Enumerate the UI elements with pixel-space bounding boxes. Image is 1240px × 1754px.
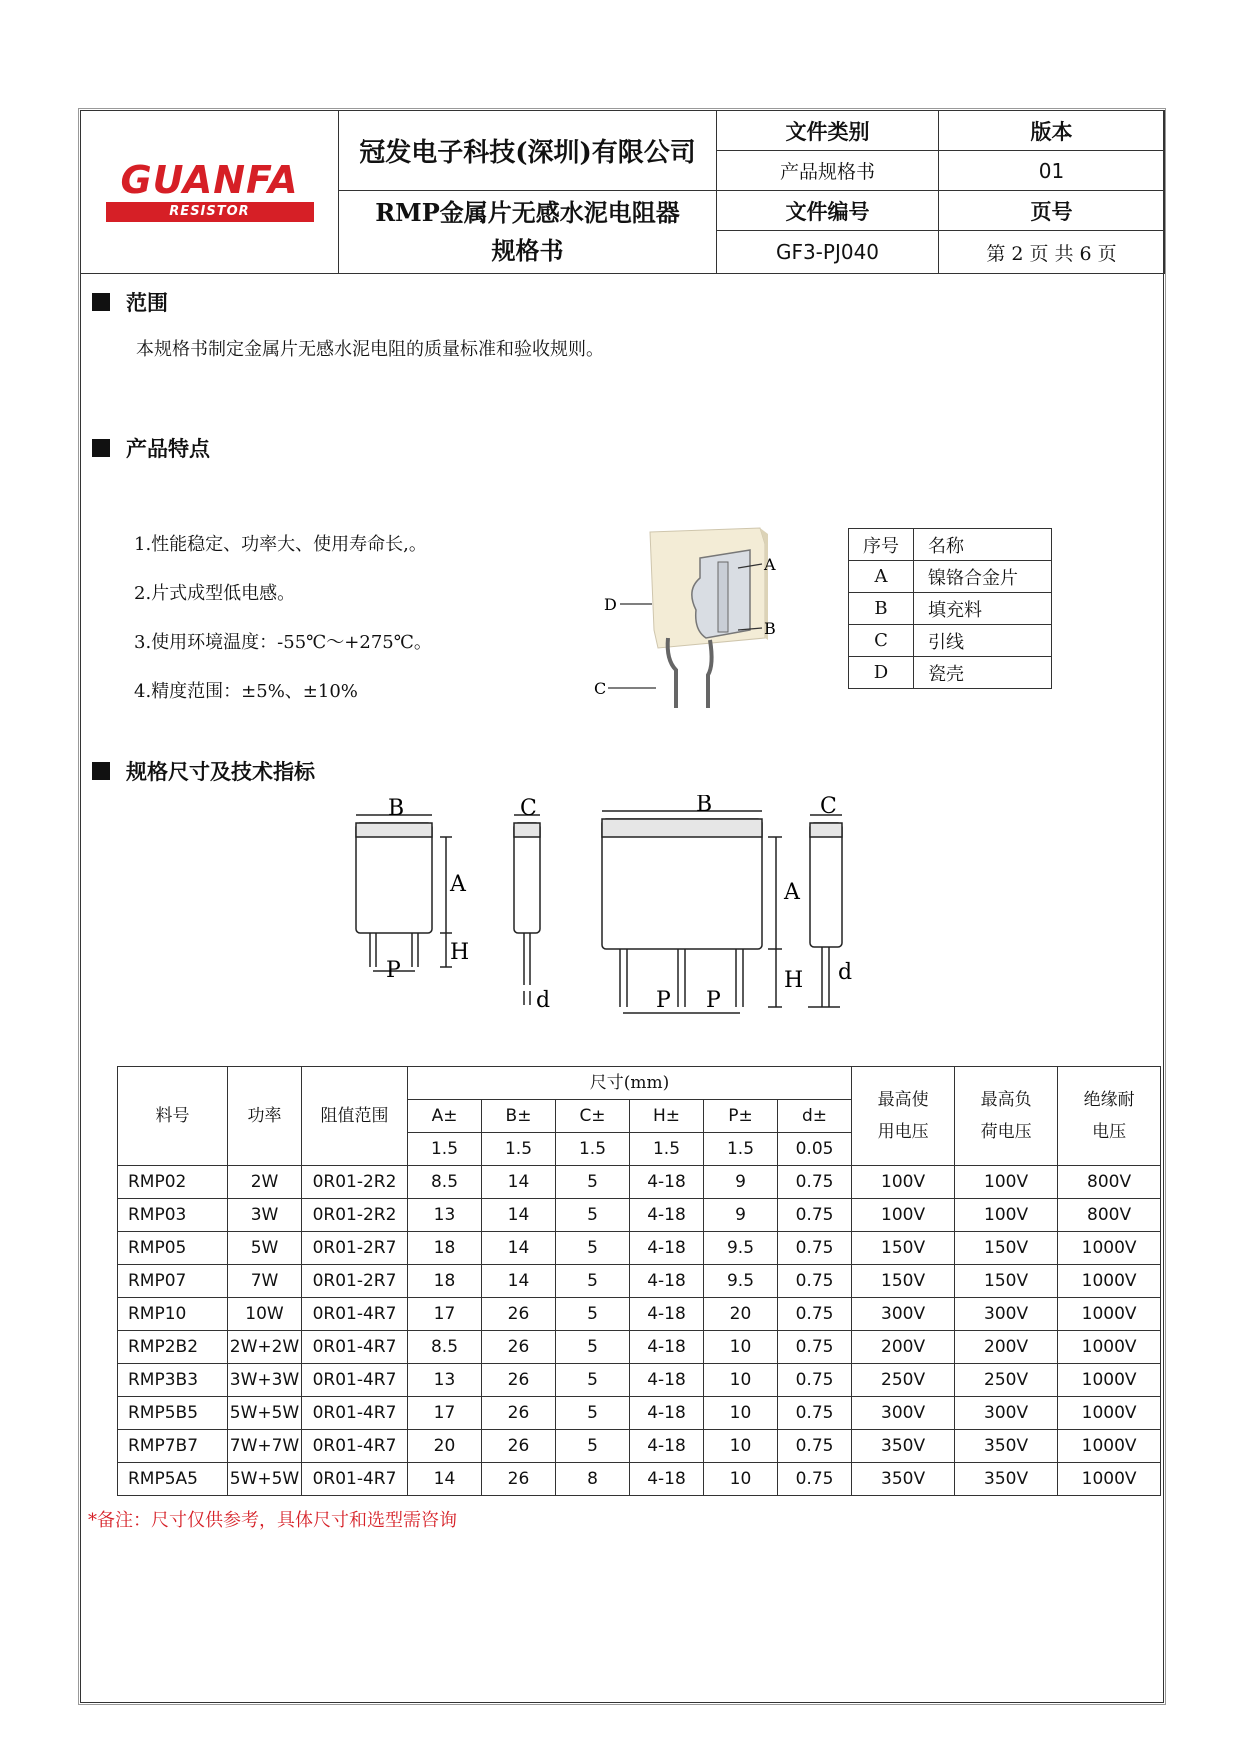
table-row xyxy=(118,1364,1161,1397)
header-dim-a-tol: 1.5 xyxy=(408,1133,482,1166)
spec-cell: 5 xyxy=(556,1430,630,1463)
page-number-value: 第 2 页 共 6 页 xyxy=(939,231,1165,274)
parts-cell: D xyxy=(849,657,914,689)
spec-cell: 10 xyxy=(704,1430,778,1463)
document-header xyxy=(80,110,1165,274)
table-row xyxy=(118,1331,1161,1364)
spec-cell: 26 xyxy=(482,1430,556,1463)
spec-cell: 10W xyxy=(228,1298,302,1331)
spec-cell: 4-18 xyxy=(630,1331,704,1364)
dim-label-c: C xyxy=(520,796,537,821)
company-logo xyxy=(100,160,320,224)
logo-subtitle: RESISTOR xyxy=(106,202,314,222)
header-dim-h-tol: 1.5 xyxy=(630,1133,704,1166)
spec-cell: 1000V xyxy=(1058,1265,1161,1298)
spec-cell: 5 xyxy=(556,1331,630,1364)
spec-cell: 0R01-4R7 xyxy=(302,1298,408,1331)
dim-label-b: B xyxy=(388,796,405,821)
spec-cell: 0.75 xyxy=(778,1265,852,1298)
spec-cell: 2W+2W xyxy=(228,1331,302,1364)
parts-header-no: 序号 xyxy=(849,529,914,561)
features-heading xyxy=(92,433,210,463)
parts-header-row xyxy=(849,529,1052,561)
spec-cell: 100V xyxy=(852,1199,955,1232)
version-value: 01 xyxy=(939,151,1165,191)
dim-label-p: P xyxy=(706,988,721,1013)
spec-cell: 14 xyxy=(482,1232,556,1265)
header-dim-c-tol: 1.5 xyxy=(556,1133,630,1166)
spec-cell: 5W+5W xyxy=(228,1463,302,1496)
spec-cell: 350V xyxy=(955,1463,1058,1496)
spec-cell: RMP7B7 xyxy=(118,1430,228,1463)
header-dim-c: C± xyxy=(556,1100,630,1133)
header-line: 用电压 xyxy=(877,1122,929,1142)
feature-item: 2.片式成型低电感。 xyxy=(134,583,296,604)
spec-cell: 4-18 xyxy=(630,1463,704,1496)
spec-cell: 4-18 xyxy=(630,1232,704,1265)
dim-label-d: d xyxy=(838,960,853,985)
scope-text: 本规格书制定金属片无感水泥电阻的质量标准和验收规则。 xyxy=(136,339,604,360)
parts-cell: 引线 xyxy=(914,625,1052,657)
label-b: B xyxy=(764,619,776,638)
spec-cell: 20 xyxy=(408,1430,482,1463)
spec-title: 规格尺寸及技术指标 xyxy=(126,759,315,784)
spec-cell: 3W xyxy=(228,1199,302,1232)
spec-cell: 4-18 xyxy=(630,1397,704,1430)
spec-cell: 1000V xyxy=(1058,1463,1161,1496)
table-row xyxy=(849,593,1052,625)
header-dim-b-tol: 1.5 xyxy=(482,1133,556,1166)
dim-label-d: d xyxy=(536,988,551,1013)
spec-cell: 150V xyxy=(852,1232,955,1265)
spec-cell: 14 xyxy=(482,1166,556,1199)
table-row xyxy=(118,1232,1161,1265)
dim-label-b: B xyxy=(696,795,713,817)
spec-cell: 100V xyxy=(955,1199,1058,1232)
spec-cell: 800V xyxy=(1058,1199,1161,1232)
spec-cell: 0.75 xyxy=(778,1166,852,1199)
parts-table xyxy=(848,528,1052,689)
features-title: 产品特点 xyxy=(126,436,210,461)
spec-cell: 0R01-4R7 xyxy=(302,1331,408,1364)
spec-cell: 0.75 xyxy=(778,1199,852,1232)
header-insulation-voltage xyxy=(1058,1067,1161,1166)
document-title-line2: 规格书 xyxy=(491,236,564,265)
spec-cell: 5 xyxy=(556,1298,630,1331)
table-row xyxy=(118,1199,1161,1232)
spec-cell: 4-18 xyxy=(630,1364,704,1397)
header-dim-d-tol: 0.05 xyxy=(778,1133,852,1166)
parts-cell: 填充料 xyxy=(914,593,1052,625)
spec-cell: 150V xyxy=(852,1265,955,1298)
spec-cell: 20 xyxy=(704,1298,778,1331)
header-part-no: 料号 xyxy=(118,1067,228,1166)
parts-cell: B xyxy=(849,593,914,625)
spec-cell: 0R01-4R7 xyxy=(302,1430,408,1463)
label-a: A xyxy=(764,555,776,574)
page-label: 页号 xyxy=(939,191,1165,231)
spec-cell: 26 xyxy=(482,1397,556,1430)
spec-cell: 4-18 xyxy=(630,1166,704,1199)
header-line: 最高使 xyxy=(877,1090,929,1110)
spec-cell: 4-18 xyxy=(630,1265,704,1298)
spec-cell: 14 xyxy=(482,1265,556,1298)
spec-cell: 0R01-4R7 xyxy=(302,1463,408,1496)
spec-cell: RMP5A5 xyxy=(118,1463,228,1496)
spec-cell: 1000V xyxy=(1058,1298,1161,1331)
spec-cell: 18 xyxy=(408,1232,482,1265)
spec-cell: 1000V xyxy=(1058,1331,1161,1364)
spec-cell: 1000V xyxy=(1058,1364,1161,1397)
spec-cell: 26 xyxy=(482,1298,556,1331)
header-dim-b: B± xyxy=(482,1100,556,1133)
spec-cell: RMP10 xyxy=(118,1298,228,1331)
dim-label-h: H xyxy=(784,968,804,993)
table-row xyxy=(849,561,1052,593)
spec-cell: 250V xyxy=(852,1364,955,1397)
spec-cell: 350V xyxy=(955,1430,1058,1463)
spec-cell: 13 xyxy=(408,1199,482,1232)
spec-cell: 5 xyxy=(556,1199,630,1232)
scope-heading xyxy=(92,287,168,317)
table-row xyxy=(118,1265,1161,1298)
dim-label-p: P xyxy=(656,988,671,1013)
spec-cell: 350V xyxy=(852,1430,955,1463)
header-line: 荷电压 xyxy=(980,1122,1032,1142)
spec-cell: 0R01-2R2 xyxy=(302,1166,408,1199)
spec-cell: 5 xyxy=(556,1364,630,1397)
spec-cell: 0R01-4R7 xyxy=(302,1364,408,1397)
spec-cell: RMP3B3 xyxy=(118,1364,228,1397)
header-power: 功率 xyxy=(228,1067,302,1166)
bullet-square xyxy=(92,293,110,311)
spec-cell: 2W xyxy=(228,1166,302,1199)
spec-cell: 3W+3W xyxy=(228,1364,302,1397)
table-row xyxy=(118,1430,1161,1463)
spec-cell: 200V xyxy=(852,1331,955,1364)
spec-cell: 0.75 xyxy=(778,1463,852,1496)
spec-cell: 18 xyxy=(408,1265,482,1298)
header-line: 电压 xyxy=(1092,1122,1127,1142)
spec-heading xyxy=(92,756,315,786)
spec-cell: 13 xyxy=(408,1364,482,1397)
header-dim-a: A± xyxy=(408,1100,482,1133)
logo-wordmark: GUANFA xyxy=(120,158,299,202)
spec-cell: 300V xyxy=(852,1298,955,1331)
parts-cell: 瓷壳 xyxy=(914,657,1052,689)
version-label: 版本 xyxy=(939,111,1165,151)
spec-cell: 26 xyxy=(482,1463,556,1496)
spec-cell: 0R01-2R2 xyxy=(302,1199,408,1232)
header-dim-p-tol: 1.5 xyxy=(704,1133,778,1166)
spec-cell: 9.5 xyxy=(704,1265,778,1298)
doc-number-label: 文件编号 xyxy=(717,191,939,231)
parts-cell: 镍铬合金片 xyxy=(914,561,1052,593)
spec-cell: 7W+7W xyxy=(228,1430,302,1463)
spec-cell: 150V xyxy=(955,1232,1058,1265)
spec-cell: 100V xyxy=(852,1166,955,1199)
dim-label-a: A xyxy=(784,880,800,905)
spec-cell: 5 xyxy=(556,1166,630,1199)
spec-cell: 0.75 xyxy=(778,1430,852,1463)
spec-cell: 17 xyxy=(408,1298,482,1331)
label-d: D xyxy=(604,595,617,614)
feature-item: 1.性能稳定、功率大、使用寿命长,。 xyxy=(134,534,427,555)
spec-cell: 10 xyxy=(704,1364,778,1397)
spec-cell: 8.5 xyxy=(408,1166,482,1199)
spec-header-row-1 xyxy=(118,1067,1161,1100)
spec-cell: 300V xyxy=(852,1397,955,1430)
spec-cell: 1000V xyxy=(1058,1430,1161,1463)
spec-cell: 1000V xyxy=(1058,1232,1161,1265)
spec-cell: 0.75 xyxy=(778,1298,852,1331)
parts-header-name: 名称 xyxy=(914,529,1052,561)
table-row xyxy=(849,625,1052,657)
dimension-drawing xyxy=(340,795,900,1025)
spec-cell: 100V xyxy=(955,1166,1058,1199)
document-title xyxy=(339,191,717,274)
spec-cell: 800V xyxy=(1058,1166,1161,1199)
spec-cell: 8 xyxy=(556,1463,630,1496)
spec-cell: 17 xyxy=(408,1397,482,1430)
table-row xyxy=(118,1298,1161,1331)
scope-title: 范围 xyxy=(126,290,168,315)
spec-cell: 350V xyxy=(852,1463,955,1496)
spec-cell: 14 xyxy=(482,1199,556,1232)
logo-cell xyxy=(81,111,339,274)
spec-cell: RMP5B5 xyxy=(118,1397,228,1430)
bullet-square xyxy=(92,439,110,457)
table-row xyxy=(849,657,1052,689)
spec-cell: 9 xyxy=(704,1199,778,1232)
spec-cell: 26 xyxy=(482,1364,556,1397)
spec-cell: 300V xyxy=(955,1298,1058,1331)
dim-label-a: A xyxy=(450,872,466,897)
header-dim-h: H± xyxy=(630,1100,704,1133)
doc-type-label: 文件类别 xyxy=(717,111,939,151)
footnote: *备注：尺寸仅供参考，具体尺寸和选型需咨询 xyxy=(88,1510,457,1531)
dim-label-c: C xyxy=(820,795,837,819)
company-name: 冠发电子科技(深圳)有限公司 xyxy=(339,111,717,191)
spec-cell: 14 xyxy=(408,1463,482,1496)
spec-cell: 26 xyxy=(482,1331,556,1364)
spec-cell: 5 xyxy=(556,1232,630,1265)
table-row xyxy=(118,1397,1161,1430)
spec-cell: 150V xyxy=(955,1265,1058,1298)
feature-item: 3.使用环境温度：-55℃～+275℃。 xyxy=(134,632,432,653)
feature-item: 4.精度范围：±5%、±10% xyxy=(134,681,358,702)
spec-cell: 0R01-2R7 xyxy=(302,1232,408,1265)
header-max-working-voltage xyxy=(852,1067,955,1166)
spec-cell: RMP05 xyxy=(118,1232,228,1265)
spec-cell: 10 xyxy=(704,1331,778,1364)
spec-cell: 4-18 xyxy=(630,1298,704,1331)
spec-cell: 4-18 xyxy=(630,1199,704,1232)
spec-table xyxy=(117,1066,1161,1496)
dim-label-h: H xyxy=(450,940,470,965)
spec-cell: 5 xyxy=(556,1265,630,1298)
header-line: 最高负 xyxy=(980,1090,1032,1110)
header-resistance-range: 阻值范围 xyxy=(302,1067,408,1166)
spec-cell: 0.75 xyxy=(778,1232,852,1265)
spec-cell: 9 xyxy=(704,1166,778,1199)
resistor-cross-section-illustration xyxy=(590,520,810,720)
spec-cell: 5W+5W xyxy=(228,1397,302,1430)
spec-table-body xyxy=(118,1166,1161,1496)
doc-number-value: GF3-PJ040 xyxy=(717,231,939,274)
label-c: C xyxy=(594,679,607,698)
spec-cell: 200V xyxy=(955,1331,1058,1364)
spec-cell: 7W xyxy=(228,1265,302,1298)
spec-cell: 300V xyxy=(955,1397,1058,1430)
spec-cell: 10 xyxy=(704,1463,778,1496)
parts-cell: C xyxy=(849,625,914,657)
table-row xyxy=(118,1166,1161,1199)
spec-cell: RMP02 xyxy=(118,1166,228,1199)
spec-cell: 0.75 xyxy=(778,1397,852,1430)
spec-cell: 5 xyxy=(556,1397,630,1430)
spec-cell: RMP2B2 xyxy=(118,1331,228,1364)
header-max-overload-voltage xyxy=(955,1067,1058,1166)
document-title-line1: RMP金属片无感水泥电阻器 xyxy=(375,198,680,227)
parts-cell: A xyxy=(849,561,914,593)
table-row xyxy=(118,1463,1161,1496)
spec-cell: 9.5 xyxy=(704,1232,778,1265)
spec-cell: RMP03 xyxy=(118,1199,228,1232)
spec-cell: 250V xyxy=(955,1364,1058,1397)
spec-cell: 8.5 xyxy=(408,1331,482,1364)
spec-cell: 0.75 xyxy=(778,1364,852,1397)
header-dim-p: P± xyxy=(704,1100,778,1133)
doc-type-value: 产品规格书 xyxy=(717,151,939,191)
bullet-square xyxy=(92,762,110,780)
spec-cell: 5W xyxy=(228,1232,302,1265)
header-dimensions: 尺寸(mm) xyxy=(408,1067,852,1100)
header-dim-d: d± xyxy=(778,1100,852,1133)
spec-cell: RMP07 xyxy=(118,1265,228,1298)
spec-cell: 0R01-2R7 xyxy=(302,1265,408,1298)
header-line: 绝缘耐 xyxy=(1083,1090,1135,1110)
spec-cell: 1000V xyxy=(1058,1397,1161,1430)
spec-cell: 0.75 xyxy=(778,1331,852,1364)
spec-cell: 0R01-4R7 xyxy=(302,1397,408,1430)
spec-cell: 4-18 xyxy=(630,1430,704,1463)
spec-cell: 10 xyxy=(704,1397,778,1430)
dim-label-p: P xyxy=(386,958,401,983)
